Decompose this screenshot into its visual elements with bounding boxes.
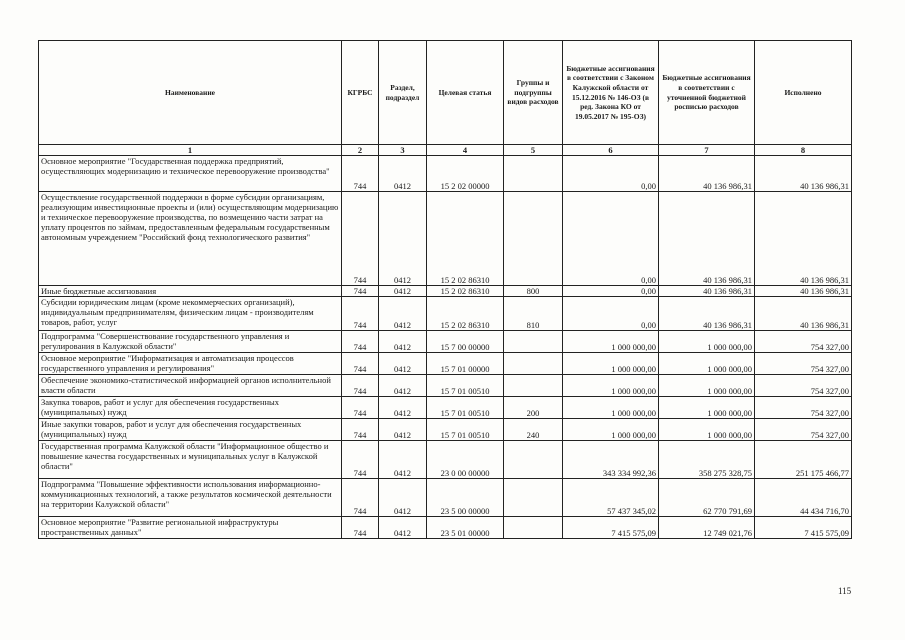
row-kgrbs: 744 (342, 297, 379, 331)
row-executed-amount: 44 434 716,70 (755, 479, 852, 517)
row-name: Иные бюджетные ассигнования (39, 286, 342, 297)
row-plan-amount: 0,00 (563, 297, 659, 331)
header-executed: Исполнено (755, 41, 852, 145)
row-razdel: 0412 (379, 397, 427, 419)
row-kgrbs: 744 (342, 375, 379, 397)
table-row (39, 517, 852, 539)
row-kgrbs: 744 (342, 156, 379, 192)
row-group: 200 (504, 397, 563, 419)
header-razdel: Раздел, подраздел (379, 41, 427, 145)
row-executed-amount: 7 415 575,09 (755, 517, 852, 539)
row-refined-amount: 1 000 000,00 (659, 419, 755, 441)
row-executed-amount: 754 327,00 (755, 397, 852, 419)
row-plan-amount: 57 437 345,02 (563, 479, 659, 517)
row-group: 800 (504, 286, 563, 297)
row-target: 15 7 01 00000 (427, 353, 504, 375)
row-refined-amount: 12 749 021,76 (659, 517, 755, 539)
row-refined-amount: 1 000 000,00 (659, 397, 755, 419)
row-kgrbs: 744 (342, 479, 379, 517)
row-name: Закупка товаров, работ и услуг для обеспечения государственных (муниципальных) нужд (39, 397, 342, 419)
row-refined-amount: 40 136 986,31 (659, 156, 755, 192)
row-razdel: 0412 (379, 297, 427, 331)
table-row (39, 419, 852, 441)
row-group: 240 (504, 419, 563, 441)
row-group: 810 (504, 297, 563, 331)
row-name: Осуществление государственной поддержки в форме субсидии организациям, реализующим инвестиционные проекты и (или) осуществляющим модернизацию и техническое перевооружение производства, по возмещению части затрат на уплату процентов по займам, предоставленным федеральным государственным автономным учреждением "Российский фонд технологического развития" (39, 192, 342, 286)
row-kgrbs: 744 (342, 517, 379, 539)
row-refined-amount: 62 770 791,69 (659, 479, 755, 517)
row-kgrbs: 744 (342, 331, 379, 353)
table-row (39, 192, 852, 286)
column-number: 6 (563, 145, 659, 156)
column-number: 1 (39, 145, 342, 156)
row-refined-amount: 1 000 000,00 (659, 331, 755, 353)
column-number: 5 (504, 145, 563, 156)
row-razdel: 0412 (379, 479, 427, 517)
row-refined-amount: 1 000 000,00 (659, 375, 755, 397)
column-number: 8 (755, 145, 852, 156)
row-target: 15 2 02 86310 (427, 192, 504, 286)
table-row (39, 331, 852, 353)
header-kgrbs: КГРБС (342, 41, 379, 145)
row-target: 15 7 00 00000 (427, 331, 504, 353)
row-razdel: 0412 (379, 192, 427, 286)
row-executed-amount: 754 327,00 (755, 331, 852, 353)
row-razdel: 0412 (379, 419, 427, 441)
row-kgrbs: 744 (342, 353, 379, 375)
row-razdel: 0412 (379, 156, 427, 192)
row-executed-amount: 251 175 466,77 (755, 441, 852, 479)
row-plan-amount: 0,00 (563, 156, 659, 192)
row-target: 15 2 02 86310 (427, 286, 504, 297)
page-number: 115 (838, 586, 852, 596)
row-name: Государственная программа Калужской области "Информационное общество и повышение качества государственных и муниципальных услуг в Калужской области" (39, 441, 342, 479)
column-number: 3 (379, 145, 427, 156)
table-row (39, 156, 852, 192)
row-target: 15 2 02 00000 (427, 156, 504, 192)
row-plan-amount: 1 000 000,00 (563, 331, 659, 353)
row-group (504, 353, 563, 375)
row-name: Обеспечение экономико-статистической информацией органов исполнительной власти области (39, 375, 342, 397)
row-group (504, 331, 563, 353)
row-razdel: 0412 (379, 331, 427, 353)
row-refined-amount: 40 136 986,31 (659, 297, 755, 331)
row-group (504, 479, 563, 517)
row-name: Иные закупки товаров, работ и услуг для обеспечения государственных (муниципальных) нужд (39, 419, 342, 441)
row-razdel: 0412 (379, 375, 427, 397)
row-plan-amount: 1 000 000,00 (563, 353, 659, 375)
column-number: 2 (342, 145, 379, 156)
row-target: 15 7 01 00510 (427, 397, 504, 419)
row-plan-amount: 343 334 992,36 (563, 441, 659, 479)
row-razdel: 0412 (379, 286, 427, 297)
header-name: Наименование (39, 41, 342, 145)
row-group (504, 441, 563, 479)
row-group (504, 517, 563, 539)
row-target: 15 7 01 00510 (427, 375, 504, 397)
table-row (39, 479, 852, 517)
row-name: Основное мероприятие "Информатизация и автоматизация процессов государственного управления и регулирования" (39, 353, 342, 375)
table-row (39, 375, 852, 397)
row-plan-amount: 0,00 (563, 286, 659, 297)
row-plan-amount: 1 000 000,00 (563, 397, 659, 419)
row-plan-amount: 1 000 000,00 (563, 419, 659, 441)
column-number: 7 (659, 145, 755, 156)
row-plan-amount: 7 415 575,09 (563, 517, 659, 539)
row-executed-amount: 754 327,00 (755, 375, 852, 397)
header-assign-list: Бюджетные ассигнования в соответствии с уточненной бюджетной росписью расходов (659, 41, 755, 145)
row-kgrbs: 744 (342, 397, 379, 419)
row-plan-amount: 1 000 000,00 (563, 375, 659, 397)
row-razdel: 0412 (379, 353, 427, 375)
row-executed-amount: 40 136 986,31 (755, 192, 852, 286)
row-kgrbs: 744 (342, 286, 379, 297)
header-group: Группы и подгруппы видов расходов (504, 41, 563, 145)
row-name: Субсидии юридическим лицам (кроме некоммерческих организаций), индивидуальным предпринимателям, физическим лицам - производителям товаров, работ, услуг (39, 297, 342, 331)
row-razdel: 0412 (379, 441, 427, 479)
row-executed-amount: 40 136 986,31 (755, 297, 852, 331)
row-razdel: 0412 (379, 517, 427, 539)
row-group (504, 192, 563, 286)
row-target: 15 7 01 00510 (427, 419, 504, 441)
row-target: 23 5 00 00000 (427, 479, 504, 517)
row-executed-amount: 40 136 986,31 (755, 156, 852, 192)
row-refined-amount: 1 000 000,00 (659, 353, 755, 375)
row-plan-amount: 0,00 (563, 192, 659, 286)
row-refined-amount: 40 136 986,31 (659, 192, 755, 286)
column-number: 4 (427, 145, 504, 156)
table-row (39, 397, 852, 419)
row-executed-amount: 40 136 986,31 (755, 286, 852, 297)
header-assign-law: Бюджетные ассигнования в соответствии с Законом Калужской области от 15.12.2016 № 146-ОЗ (в ред. Закона КО от 19.05.2017 № 195-ОЗ) (563, 41, 659, 145)
row-group (504, 156, 563, 192)
row-kgrbs: 744 (342, 441, 379, 479)
budget-table (38, 40, 852, 539)
table-row (39, 353, 852, 375)
row-name: Основное мероприятие "Развитие региональной инфраструктуры пространственных данных" (39, 517, 342, 539)
row-name: Основное мероприятие "Государственная поддержка предприятий, осуществляющих модернизацию и техническое перевооружение производства" (39, 156, 342, 192)
table-row (39, 441, 852, 479)
header-row (39, 41, 852, 145)
row-name: Подпрограмма "Повышение эффективности использования информационно-коммуникационных технологий, а также результатов космической деятельности на территории Калужской области" (39, 479, 342, 517)
row-target: 23 5 01 00000 (427, 517, 504, 539)
table-row (39, 286, 852, 297)
row-target: 23 0 00 00000 (427, 441, 504, 479)
row-name: Подпрограмма "Совершенствование государственного управления и регулирования в Калужской области" (39, 331, 342, 353)
table-row (39, 297, 852, 331)
row-executed-amount: 754 327,00 (755, 419, 852, 441)
row-refined-amount: 40 136 986,31 (659, 286, 755, 297)
header-target: Целевая статья (427, 41, 504, 145)
row-group (504, 375, 563, 397)
row-kgrbs: 744 (342, 192, 379, 286)
row-kgrbs: 744 (342, 419, 379, 441)
column-number-row (39, 145, 852, 156)
row-executed-amount: 754 327,00 (755, 353, 852, 375)
row-refined-amount: 358 275 328,75 (659, 441, 755, 479)
row-target: 15 2 02 86310 (427, 297, 504, 331)
